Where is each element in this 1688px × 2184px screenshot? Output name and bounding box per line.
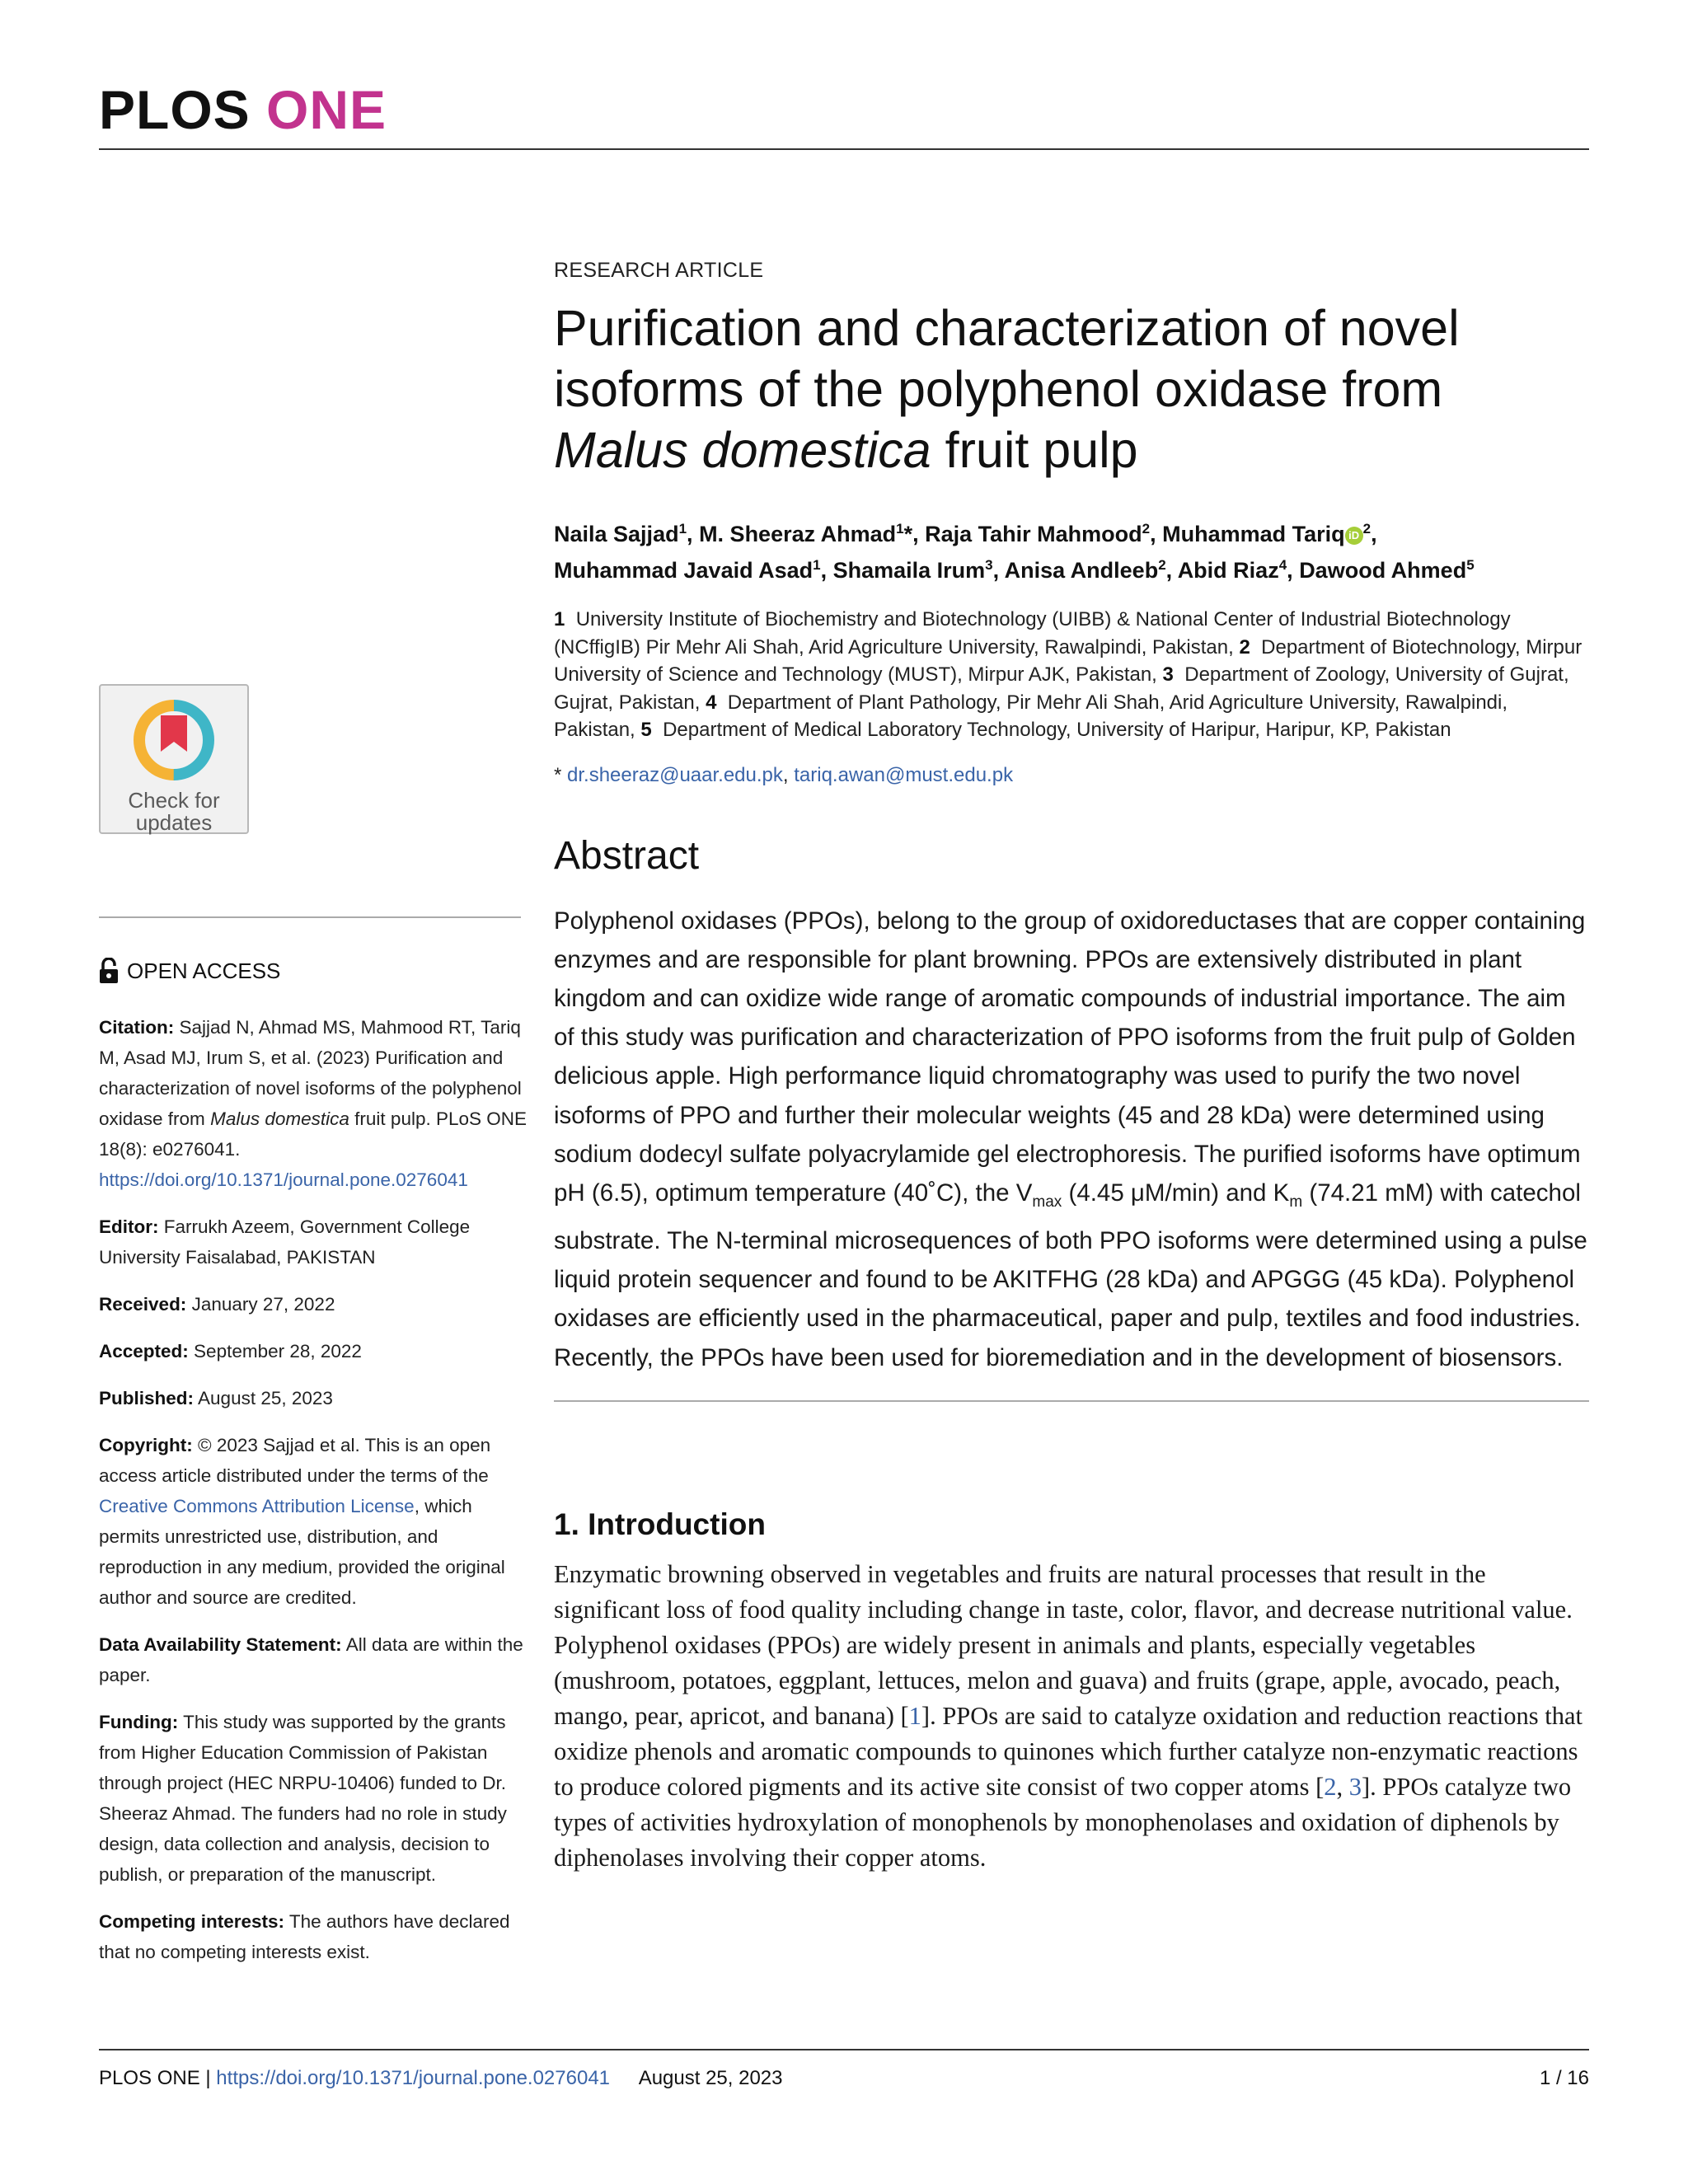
sidebar-divider — [99, 916, 521, 918]
logo-one: ONE — [266, 79, 387, 140]
author-name[interactable]: Naila Sajjad — [554, 522, 679, 546]
page-number: 1 / 16 — [1539, 2067, 1589, 2089]
affiliation-text: Department of Zoology, University of Gujrat, Gujrat, Pakistan, — [554, 663, 1569, 714]
footer-journal: PLOS ONE — [99, 2067, 200, 2089]
footer-info: PLOS ONE | https://doi.org/10.1371/journal.pone.0276041 August 25, 2023 — [99, 2067, 783, 2089]
reference-link[interactable]: 2 — [1324, 1772, 1337, 1801]
article-title: Purification and characterization of novel isoforms of the polyphenol oxidase from Malus domestica fruit pulp — [554, 300, 1460, 478]
affiliation-list: 1 University Institute of Biochemistry and Biotechnology (UIBB) & National Center of Industrial Biotechnology (NCffigIB) Pir Mehr Ali Shah, Arid Agriculture University, Rawalpindi, Pakistan, 2 Department of Biotechnology, Mirpur University of Science and Technology (MUST), Mirpur AJK, Pakistan, 3 Department of Zoology, University of Gujrat, Gujrat, Pakistan, 4 Department of Plant Pathology, Pir Mehr Ali Shah, Arid Agriculture University, Rawalpindi, Pakistan, 5 Department of Medical Laboratory Technology, University of Haripur, Haripur, KP, Pakistan — [554, 608, 1582, 741]
reference-link[interactable]: 1 — [908, 1701, 921, 1730]
author-name[interactable]: Muhammad Javaid Asad — [554, 558, 814, 583]
copyright-label: Copyright: — [99, 1435, 193, 1455]
abstract-divider — [554, 1400, 1589, 1402]
author-name[interactable]: Shamaila Irum — [832, 558, 986, 583]
logo-plos: PLOS — [99, 79, 251, 140]
license-link[interactable]: Creative Commons Attribution License — [99, 1496, 415, 1516]
reference-link[interactable]: 3 — [1348, 1772, 1362, 1801]
header-divider — [99, 148, 1589, 150]
citation-label: Citation: — [99, 1017, 175, 1038]
received-block — [99, 1289, 528, 1319]
accepted-label: Accepted: — [99, 1341, 189, 1361]
citation-text-end: fruit pulp. PLoS ONE 18(8): e0276041. — [99, 1108, 528, 1160]
accepted-date: September 28, 2022 — [194, 1341, 362, 1361]
author-name[interactable]: M. Sheeraz Ahmad — [699, 522, 897, 546]
author-name[interactable]: Dawood Ahmed — [1299, 558, 1467, 583]
orcid-icon[interactable]: iD — [1345, 527, 1363, 545]
affiliation-text: Department of Plant Pathology, Pir Mehr Ali Shah, Arid Agriculture University, Rawalpindi, Pakistan, — [554, 691, 1508, 741]
footer-doi-link[interactable]: https://doi.org/10.1371/journal.pone.0276041 — [216, 2067, 611, 2089]
affiliation-text: University Institute of Biochemistry and Biotechnology (UIBB) & National Center of Industrial Biotechnology (NCffigIB) Pir Mehr Ali Shah, Arid Agriculture University, Rawalpindi, Pakistan, — [554, 608, 1511, 658]
check-for-updates-badge[interactable] — [99, 684, 249, 834]
author-name[interactable]: Abid Riaz — [1177, 558, 1279, 583]
section-heading-introduction: 1. Introduction — [554, 1507, 766, 1541]
received-date: January 27, 2022 — [191, 1294, 335, 1315]
author-name[interactable]: Raja Tahir Mahmood — [925, 522, 1142, 546]
article-metadata-sidebar — [99, 1012, 528, 1984]
journal-logo — [99, 79, 387, 140]
author-name[interactable]: Muhammad Tariq — [1162, 522, 1345, 546]
copyright-text-end: , which permits unrestricted use, distribution, and reproduction in any medium, provided the original author and source are credited. — [99, 1496, 505, 1608]
introduction-text: Enzymatic browning observed in vegetables and fruits are natural processes that result in the significant loss of food quality including change in taste, color, flavor, and decrease nutritional value. Polyphenol oxidases (PPOs) are widely present in animals and plants, especially vegetables (mushroom, potatoes, eggplant, lettuces, melon and guava) and fruits (grape, apple, avocado, peach, mango, pear, apricot, and banana) [1]. PPOs are said to catalyze oxidation and reduction reactions that oxidize phenols and aromatic compounds to quinones which further catalyze non-enzymatic reactions to produce colored pigments and its active site consist of two copper atoms [2, 3]. PPOs catalyze two types of activities hydroxylation of monophenols by monophenolases and oxidation of diphenols by diphenolases involving their copper atoms. — [554, 1559, 1582, 1872]
data-availability-label: Data Availability Statement: — [99, 1634, 342, 1655]
copyright-text: © 2023 Sajjad et al. This is an open access article distributed under the terms of the — [99, 1435, 491, 1486]
funding-label: Funding: — [99, 1712, 179, 1732]
published-label: Published: — [99, 1388, 195, 1408]
footer-date: August 25, 2023 — [638, 2067, 783, 2089]
abstract-text: Polyphenol oxidases (PPOs), belong to the group of oxidoreductases that are copper containing enzymes and are responsible for plant browning. PPOs are extensively distributed in plant kingdom and can oxidize wide range of aromatic compounds of industrial importance. The aim of this study was purification and characterization of PPO isoforms from the fruit pulp of Golden delicious apple. High performance liquid chromatography was used to purify the two novel isoforms of PPO and further their molecular weights (45 and 28 kDa) were determined using sodium dodecyl sulfate polyacrylamide gel electrophoresis. The purified isoforms have optimum pH (6.5), optimum temperature (40˚C), the $V_{max}$ (4.45 μM/min) and $K_m$ (74.21 mM) with catechol substrate. The N-terminal microsequences of both PPO isoforms were determined using a pulse liquid protein sequencer and found to be AKITFHG (28 kDa) and APGGG (45 kDa). Polyphenol oxidases are efficiently used in the pharmaceutical, paper and pulp, textiles and food industries. Recently, the PPOs have been used for bioremediation and in the development of biosensors. — [554, 907, 1587, 1371]
citation-block — [99, 1012, 528, 1195]
title-species: Malus domestica — [554, 422, 931, 478]
received-label: Received: — [99, 1294, 187, 1315]
article-type: RESEARCH ARTICLE — [554, 259, 764, 282]
open-lock-icon — [99, 958, 119, 984]
citation-doi-link[interactable]: https://doi.org/10.1371/journal.pone.0276041 — [99, 1169, 468, 1190]
crossmark-label: Check for updates — [128, 788, 220, 835]
competing-interests-label: Competing interests: — [99, 1911, 285, 1932]
competing-interests-block — [99, 1906, 528, 1967]
corresponding-author-mark: * — [903, 522, 913, 546]
funding-text: This study was supported by the grants from Higher Education Commission of Pakistan through project (HEC NRPU-10406) funded to Dr. Sheeraz Ahmad. The funders had no role in study design, data collection and analysis, decision to publish, or preparation of the manuscript. — [99, 1712, 507, 1885]
main-column — [554, 259, 1589, 1876]
author-name[interactable]: Anisa Andleeb — [1004, 558, 1159, 583]
open-access-label: OPEN ACCESS — [127, 958, 281, 983]
open-access-indicator — [99, 958, 280, 984]
data-availability-text: All data are within the paper. — [99, 1634, 523, 1685]
footer-divider — [99, 2049, 1589, 2050]
citation-text: Sajjad N, Ahmad MS, Mahmood RT, Tariq M, Asad MJ, Irum S, et al. (2023) Purification and characterization of novel isoforms of the polyphenol oxidase from — [99, 1017, 522, 1129]
abstract-heading: Abstract — [554, 833, 700, 878]
accepted-block — [99, 1336, 528, 1366]
email-link[interactable]: tariq.awan@must.edu.pk — [794, 763, 1014, 786]
editor-label: Editor: — [99, 1216, 159, 1237]
affiliation-text: Department of Biotechnology, Mirpur University of Science and Technology (MUST), Mirpur AJK, Pakistan, — [554, 635, 1582, 686]
crossmark-icon — [131, 697, 217, 783]
email-link[interactable]: dr.sheeraz@uaar.edu.pk — [567, 763, 783, 786]
data-availability-block — [99, 1629, 528, 1690]
published-block — [99, 1383, 528, 1413]
corresponding-emails: * dr.sheeraz@uaar.edu.pk, tariq.awan@must.edu.pk — [554, 763, 1014, 786]
copyright-block — [99, 1430, 528, 1613]
author-list: Naila Sajjad$^1$, M. Sheeraz Ahmad$^1$*, Raja Tahir Mahmood$^2$, Muhammad Tariq iD $^2$, Muhammad Javaid Asad$^1$, Shamaila Irum$^3$, Anisa Andleeb$^2$, Abid Riaz$^4$, Dawood Ahmed$^5$ — [554, 521, 1475, 583]
editor-text: Farrukh Azeem, Government College University Faisalabad, PAKISTAN — [99, 1216, 471, 1268]
affiliation-text: Department of Medical Laboratory Technology, University of Haripur, Haripur, KP, Pakistan — [663, 719, 1451, 741]
citation-species: Malus domestica — [210, 1108, 349, 1129]
competing-interests-text: The authors have declared that no competing interests exist. — [99, 1911, 510, 1962]
editor-block — [99, 1212, 528, 1272]
published-date: August 25, 2023 — [198, 1388, 333, 1408]
funding-block — [99, 1707, 528, 1890]
